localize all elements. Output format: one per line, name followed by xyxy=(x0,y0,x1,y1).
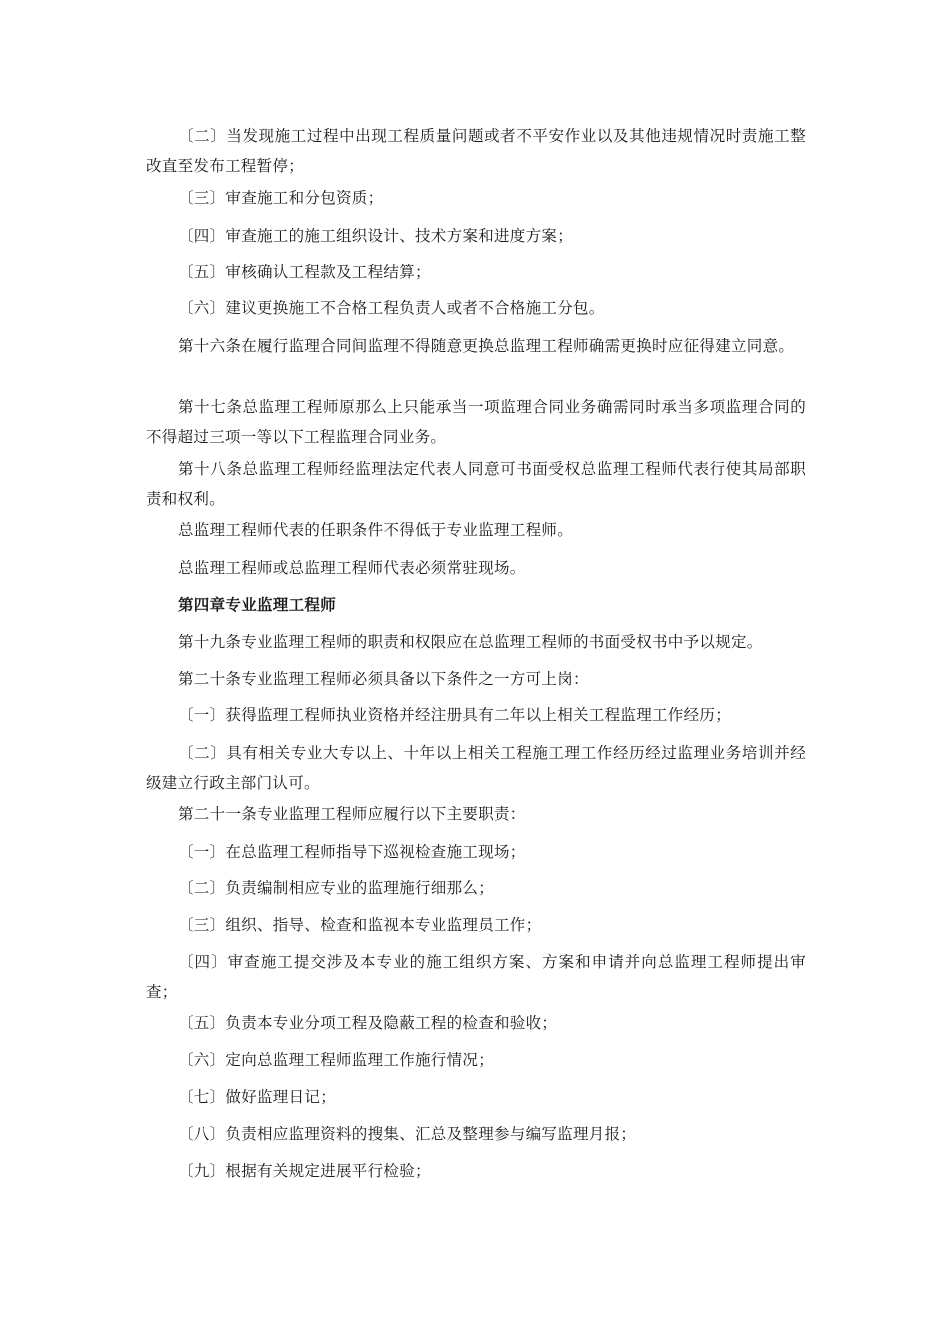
paragraph-article-21: 第二十一条专业监理工程师应履行以下主要职责： xyxy=(178,805,526,823)
paragraph-resident-onsite: 总监理工程师或总监理工程师代表必须常驻现场。 xyxy=(178,559,526,577)
paragraph-article-20: 第二十条专业监理工程师必须具备以下条件之一方可上岗： xyxy=(178,670,589,688)
paragraph-item-5-settlement: 〔五〕审核确认工程款及工程结算； xyxy=(178,263,431,281)
paragraph-condition-1: 〔一〕获得监理工程师执业资格并经注册具有二年以上相关工程监理工作经历； xyxy=(178,706,732,724)
paragraph-duty-6: 〔六〕定向总监理工程师监理工作施行情况； xyxy=(178,1051,495,1069)
paragraph-duty-7: 〔七〕做好监理日记； xyxy=(178,1088,337,1106)
paragraph-duty-9: 〔九〕根据有关规定进展平行检验； xyxy=(178,1162,431,1180)
paragraph-duty-4: 〔四〕审查施工提交涉及本专业的施工组织方案、方案和申请并向总监理工程师提出审查； xyxy=(146,953,806,1001)
paragraph-article-16: 第十六条在履行监理合同间监理不得随意更换总监理工程师确需更换时应征得建立同意。 xyxy=(178,337,795,355)
paragraph-item-2-stop-work: 〔二〕当发现施工过程中出现工程质量问题或者不平安作业以及其他违规情况时责施工整改直至发布工程暂停； xyxy=(146,127,806,175)
paragraph-duty-8: 〔八〕负责相应监理资料的搜集、汇总及整理参与编写监理月报； xyxy=(178,1125,637,1143)
paragraph-item-6-replace: 〔六〕建议更换施工不合格工程负责人或者不合格施工分包。 xyxy=(178,299,605,317)
paragraph-item-4-design-review: 〔四〕审查施工的施工组织设计、技术方案和进度方案； xyxy=(178,227,574,245)
chapter-heading: 第四章专业监理工程师 xyxy=(178,595,337,614)
paragraph-article-17: 第十七条总监理工程师原那么上只能承当一项监理合同业务确需同时承当多项监理合同的不得超过三项一等以下工程监理合同业务。 xyxy=(146,398,806,446)
paragraph-duty-5: 〔五〕负责本专业分项工程及隐蔽工程的检查和验收； xyxy=(178,1014,558,1032)
paragraph-duty-1: 〔一〕在总监理工程师指导下巡视检查施工现场； xyxy=(178,843,526,861)
paragraph-condition-2: 〔二〕具有相关专业大专以上、十年以上相关工程施工理工作经历经过监理业务培训并经级建立行政主部门认可。 xyxy=(146,744,806,792)
paragraph-duty-2: 〔二〕负责编制相应专业的监理施行细那么； xyxy=(178,879,495,897)
paragraph-item-3-qualification: 〔三〕审查施工和分包资质； xyxy=(178,189,384,207)
paragraph-article-18: 第十八条总监理工程师经监理法定代表人同意可书面受权总监理工程师代表行使其局部职责和权利。 xyxy=(146,460,806,508)
paragraph-deputy-qualification: 总监理工程师代表的任职条件不得低于专业监理工程师。 xyxy=(178,521,574,539)
paragraph-duty-3: 〔三〕组织、指导、检查和监视本专业监理员工作； xyxy=(178,916,542,934)
paragraph-article-19: 第十九条专业监理工程师的职责和权限应在总监理工程师的书面受权书中予以规定。 xyxy=(178,633,763,651)
